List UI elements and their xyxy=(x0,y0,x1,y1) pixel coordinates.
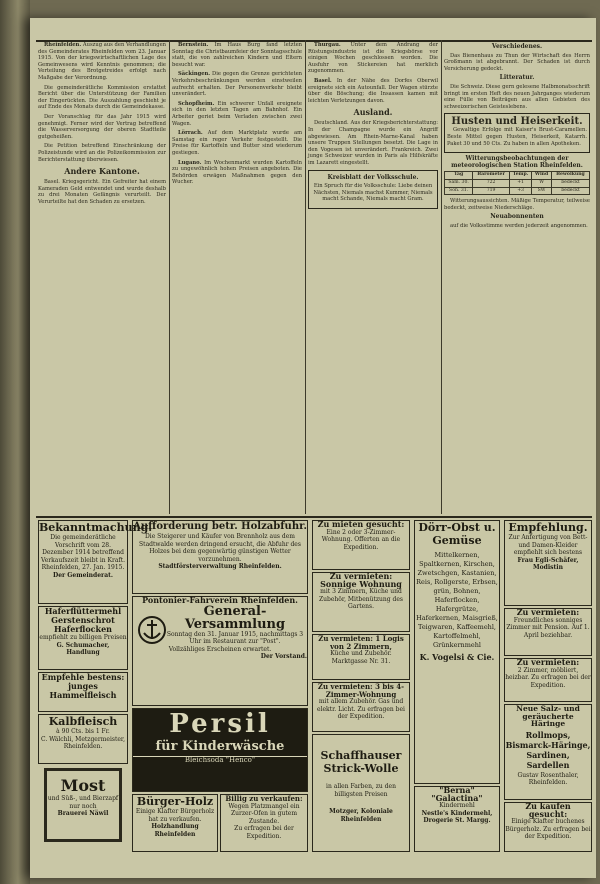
ad-text: Kindermehl xyxy=(439,802,475,809)
ad-title: Most xyxy=(60,776,106,795)
column-3 xyxy=(308,42,438,512)
anchor-emblem-icon xyxy=(137,615,167,645)
weather-cell: SW xyxy=(532,187,552,195)
ad-firm: K. Vogelsi & Cie. xyxy=(419,652,495,662)
ad-note: Vollzähliges Erscheinen erwartet. xyxy=(168,645,272,653)
article: Deutschland. Aus der Kriegsberichterstattung: In der Champagne wurde ein Angriff abgewiesen. Am Rhein-Marne-Kanal haben unsere Truppen Stellungen besetzt. Die Lage in den Vogesen ist unverändert. Frankreich. Zwei junge Schweizer wurden in Paris als Hilfskräfte im Lazarett eingestellt. xyxy=(308,120,438,166)
ad-haferfluettermehl xyxy=(38,606,128,670)
ad-text: mit allem Zubehör. Gas und elektr. Licht. Zu erfragen bei der Expedition. xyxy=(317,698,405,720)
ad-strick-wolle xyxy=(312,734,410,852)
section-heading-ausland: Ausland. xyxy=(353,107,393,118)
ad-empfehlung xyxy=(504,520,592,606)
poem-box xyxy=(308,170,438,209)
ad-title: Empfehle bestens: junges Hammelfleisch xyxy=(41,672,125,700)
article: Der Voranschlag für das Jahr 1915 wird genehmigt. Ferner wird der Vertrag betreffend die Wasserversorgung der oberen Stadtteile gutgeheißen. xyxy=(38,113,166,140)
article: Schopfheim. Ein schwerer Unfall ereignete sich in den letzten Tagen am Bahnhof. Ein Arbeiter geriet beim Verladen zwischen zwei Wagen. xyxy=(172,100,303,127)
section-heading-verschiedenes: Verschiedenes. xyxy=(491,43,543,50)
ad-contact: Zu erfragen bei der Expedition. xyxy=(234,825,294,840)
weather-header: Temp. xyxy=(509,172,531,180)
ad-text: Die gemeinderätliche Vorschrift vom 28. Dezember 1914 betreffend Verkaufszeit bleibt in Kraft. xyxy=(40,534,126,564)
ad-firm: Nestle's Kindermehl, Drogerie St. Margg. xyxy=(421,809,493,824)
ad-kalbfleisch xyxy=(38,714,128,764)
weather-cell: +1 xyxy=(509,179,531,187)
ad-firm: C. Wälchli, Metzgermeister, Rheinfelden. xyxy=(40,735,126,750)
ad-text: Die Steigerer und Käufer von Brennholz aus dem Stadtwalde werden dringend ersucht, die Abfuhr des Holzes bei dem gegenwärtig günstigen Wetter vorzunehmen. xyxy=(139,533,301,563)
ad-logis xyxy=(312,634,410,680)
weather-header: Bewölkung xyxy=(551,172,589,180)
weather-cell: Son. 31. xyxy=(445,187,473,195)
article: Basel. Kriegsgericht. Ein Gefreiter hat einem Kameraden Geld entwendet und wurde deshalb zu drei Monaten Gefängnis verurteilt. Der Verurteilte hat den Schaden zu ersetzen. xyxy=(38,179,166,205)
ad-title: Billig zu verkaufen: xyxy=(225,794,303,803)
column-rule-1 xyxy=(169,40,170,514)
article: Basel. In der Nähe des Dorfes Oberwil ereignete sich ein Autounfall. Der Wagen stürzte über die Böschung; die Insassen kamen mit leichten Verletzungen davon. xyxy=(308,77,438,104)
ad-persil xyxy=(132,708,308,792)
article: Die gemeinderätliche Kommission erstattet Bericht über die Unterstützung der Familien der Eingerückten. Die Auszahlung geschieht je auf Ende des Monats durch die Gemeindekasse. xyxy=(38,84,166,111)
abonnement-heading: Neuabonnenten xyxy=(490,213,544,221)
article: Säckingen. Die gegen die Grenze gerichteten Verkehrsbeschränkungen werden einstweilen aufrecht erhalten. Der Personenverkehr bleibt unverändert. xyxy=(172,71,303,98)
ad-signature: Der Vorstand. xyxy=(260,653,307,660)
ad-firm: Motzger, Koloniale Rheinfelden xyxy=(329,808,393,823)
ad-firm: G. Schumacher, Handlung xyxy=(56,641,110,656)
ad-title: Bekanntmachung. xyxy=(39,521,153,534)
ad-vermieten-zimmer xyxy=(504,608,592,656)
ad-holzabfuhr xyxy=(132,520,308,594)
column-1 xyxy=(38,42,166,512)
weather-note: Witterungsaussichten. Mäßige Temperatur, teilweise bedeckt, zeitweise Niederschläge. xyxy=(444,198,590,211)
ad-husten-text: Gewaltige Erfolge mit Kaiser's Brust-Caramellen. Beste Mittel gegen Husten, Heiserkeit, Katarrh. Paket 30 und 50 Cts. Zu haben in allen Apotheken. xyxy=(447,127,587,147)
ad-text: Zur Anfertigung von Bett- und Damen-Kleider empfiehlt sich bestens xyxy=(508,534,588,556)
ad-buerger-holz xyxy=(132,794,218,852)
article: Lugano. Im Wochenmarkt wurden Kartoffeln zu ungewöhnlich hohen Preisen angeboten. Die Behörden erwägen Maßnahmen gegen den Wucher. xyxy=(172,159,302,186)
column-rule-3 xyxy=(441,40,442,514)
ad-title: Zu vermieten: Sonnige Wohnung xyxy=(320,571,402,589)
poem-text: Ein Spruch für die Volksschule: Liebe deinen Nächsten, Niemals machst Kummer, Niemals macht Schande, Niemals macht Gram. xyxy=(313,183,433,203)
weather-header: Wind xyxy=(532,172,552,180)
ad-signature: Der Gemeinderat. xyxy=(53,571,113,579)
abonnement-text: auf die Volksstimme werden jederzeit angenommen. xyxy=(450,222,588,229)
ad-text: mit 3 Zimmern, Küche und Zubehör, Mitbenützung des Gartens. xyxy=(318,588,404,610)
ad-husten xyxy=(444,113,590,153)
newspaper-page xyxy=(30,18,596,878)
section-heading-litteratur: Litteratur. xyxy=(499,74,535,82)
ad-doerr-obst xyxy=(414,520,500,784)
weather-header: Tag xyxy=(445,172,473,180)
ad-husten-title: Husten und Heiserkeit. xyxy=(451,116,583,128)
ad-title: "Berna" "Galactina" xyxy=(431,785,483,803)
column-4 xyxy=(444,42,590,512)
ad-wohnung-3-4 xyxy=(312,682,410,732)
section-heading-andere-kantone: Andere Kantone. xyxy=(64,166,140,177)
ad-text: und Süß-, und Bierzapf nur noch xyxy=(47,795,119,810)
ad-title: Pontonier-Fahrverein Rheinfelden. xyxy=(142,595,298,605)
column-2 xyxy=(172,42,302,512)
ad-title: Empfehlung. xyxy=(508,521,588,534)
ad-title: Zu mieten gesucht: xyxy=(317,519,405,529)
ad-text: Freundliches sonniges Zimmer mit Pension. Auf 1. April beziehbar. xyxy=(506,616,590,639)
ad-text: à 90 Cts. bis 1 Fr. xyxy=(56,728,110,735)
persil-slogan: für Kinderwäsche xyxy=(155,739,285,754)
ad-vermieten-moebliert xyxy=(504,658,592,702)
ad-text: in allen Farben, zu den billigsten Preisen xyxy=(326,783,396,798)
ad-firm: Frau Egli-Schäfer, Modistin xyxy=(517,556,579,571)
weather-cell: +3 xyxy=(509,187,531,195)
ad-title: Schaffhauser Strick-Wolle xyxy=(320,749,402,775)
book-spine xyxy=(0,0,30,884)
ad-text: Sonntag den 31. Januar 1915, nachmittags 3 Uhr im Restaurant zur "Post". xyxy=(166,630,304,645)
ad-text: Küche und Zubehör. Marktgasse Nr. 31. xyxy=(330,650,392,665)
ad-title: Zu vermieten: xyxy=(516,657,580,667)
weather-table xyxy=(444,171,590,195)
ad-title: Dörr-Obst u. Gemüse xyxy=(418,521,496,547)
weather-cell: bedeckt xyxy=(551,179,589,187)
weather-cell: 722 xyxy=(473,179,510,187)
poem-title: Kreisblatt der Volksschule. xyxy=(327,173,419,181)
ad-title: Bürger-Holz xyxy=(136,795,214,808)
ad-text: empfiehlt zu billigen Preisen xyxy=(39,634,127,641)
ad-firm: Gustav Rosenthaler, Rheinfelden. xyxy=(517,771,579,786)
weather-header: Barometer xyxy=(473,172,510,180)
weather-cell: W xyxy=(532,179,552,187)
ad-hammelfleisch xyxy=(38,672,128,712)
weather-cell: 719 xyxy=(473,187,510,195)
ad-zu-kaufen xyxy=(504,802,592,852)
ad-bekanntmachung xyxy=(38,520,153,604)
ad-text: Wegen Platzmangel ein Zurzer-Ofen in gutem Zustande. xyxy=(228,802,300,825)
ad-text: 2 Zimmer, möbliert, heizbar. Zu erfragen bei der Expedition. xyxy=(505,666,591,689)
ad-haeringe xyxy=(504,704,592,800)
article: Die Schweiz. Diese gern gelesene Halbmonatsschrift bringt im ersten Heft des neuen Jahrganges wiederum eine Fülle von Beiträgen aus allen Gebieten des schweizerischen Geisteslebens. xyxy=(444,83,590,110)
ads-divider-rule xyxy=(36,516,592,518)
ad-text: Eine 2 oder 3-Zimmer-Wohnung. Offerten an die Expedition. xyxy=(321,528,401,551)
ad-items: Mittelkernen, Spaltkernen, Kirschen, Zwetschgen, Kastanien, Reis, Rollgerste, Erbsen, grün, Bohnen, Haferflocken, Hafergrütze, Haferkernen, Maisgrieß, Teigwaren, Kaffeemehl, Kartoffelmehl, Grünkernmehl xyxy=(416,551,498,649)
ad-title: Neue Salz- und geräucherte Häringe xyxy=(516,704,580,728)
previous-page-edge xyxy=(2,40,26,860)
ad-berna-galactina xyxy=(414,786,500,852)
ad-title: Zu vermieten: 1 Logis von 2 Zimmern, xyxy=(318,634,404,651)
article: Rheinfelden. Auszug aus den Verhandlungen des Gemeinderates Rheinfelden vom 23. Januar 1915. Von der kriegswirtschaftlichen Lage des Gemeinwesens wird Kenntnis genommen; die Verteilung des Brotgetreides erfolgt nach Maßgabe der Verordnung. xyxy=(38,42,167,81)
article: Bernstein. Im Haus Burg fand letzten Sonntag die Christbaumfeier der Sonntagsschule statt, die von zahlreichen Kindern und Eltern besucht war. xyxy=(172,42,302,68)
ad-most xyxy=(44,768,122,842)
ad-text: Einige Klafter Bürgerholz hat zu verkaufen. xyxy=(135,808,215,823)
ad-title: Kalbfleisch xyxy=(48,715,118,728)
ad-firm: Holzhandlung Rheinfelden xyxy=(151,823,199,838)
table-row xyxy=(445,179,590,187)
persil-logo: Persil xyxy=(169,709,271,739)
ad-items: Rollmops, Bismarck-Häringe, Sardinen, Sardellen xyxy=(505,729,591,770)
weather-cell: bedeckt xyxy=(551,187,589,195)
article: Das Bienenhaus zu Thun der Wirtschaft des Herrn Großmann ist abgebrannt. Der Schaden ist durch Versicherung gedeckt. xyxy=(444,52,590,72)
ad-date: Rheinfelden, 27. Jan. 1915. xyxy=(41,564,125,571)
article: Thurgau. Unter dem Andrang der Rüstungsindustrie ist die Kriegsbörse vor einigen Wochen geschlossen worden. Die Ausfuhr von Stickereien hat merklich zugenommen. xyxy=(308,42,438,75)
ad-zimmer-gesucht xyxy=(312,520,410,570)
persil-subline: Bleichsoda "Henco" xyxy=(133,756,307,765)
ad-headline: General-Versammlung xyxy=(184,603,286,632)
ad-firm: Brauerei Näwil xyxy=(57,810,109,817)
ad-signature: Stadtförsterverwaltung Rheinfelden. xyxy=(158,563,282,570)
ad-title: Haferflüttermehl Gerstenschrot Haferflocken xyxy=(44,606,122,634)
table-row xyxy=(445,187,590,195)
article: Lörrach. Auf dem Marktplatz wurde am Samstag ein reger Verkehr festgestellt. Die Preise für Kartoffeln und Butter sind wiederum gestiegen. xyxy=(172,130,302,156)
ad-title: Zu vermieten: 3 bis 4-Zimmer-Wohnung xyxy=(317,682,405,699)
weather-cell: Sam. 30. xyxy=(445,179,473,187)
ad-pontonier-versammlung xyxy=(132,596,308,706)
weather-title: Witterungsbeobachtungen der meteorologischen Station Rheinfelden. xyxy=(451,155,583,169)
ad-sonnige-wohnung xyxy=(312,572,410,632)
ad-title: Zu vermieten: xyxy=(516,607,580,617)
ad-text: Einige Klafter buchenes Bürgerholz. Zu erfragen bei der Expedition. xyxy=(505,818,591,840)
ad-title: Aufforderung betr. Holzabfuhr. xyxy=(133,521,307,532)
ad-title: Zu kaufen gesucht: xyxy=(525,801,571,819)
ad-zurzer-ofen xyxy=(220,794,308,852)
column-rule-2 xyxy=(305,40,306,514)
article: Die Petition betreffend Einschränkung der Polizeistunde wird an die Polizeikommission zur Berichterstattung überwiesen. xyxy=(38,143,166,163)
